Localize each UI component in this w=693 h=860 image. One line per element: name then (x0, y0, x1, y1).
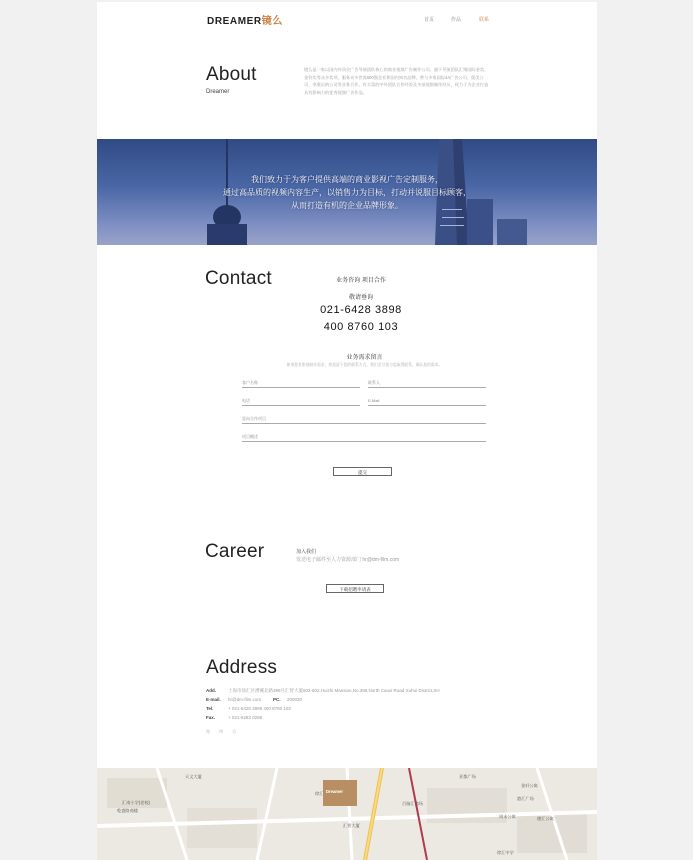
map-label: 徐汇中学 (497, 850, 514, 855)
map-label: 金轩公寓 (521, 783, 538, 788)
share-icon[interactable]: 信 (232, 729, 237, 734)
tel-row (206, 706, 291, 711)
phone-input[interactable]: 电话 (242, 397, 360, 406)
map-label: 周末公寓 (499, 814, 516, 819)
project-input[interactable]: 意向合作项目 (242, 415, 486, 424)
map-label: 亚都广场 (459, 774, 476, 779)
logo-cn: 镜么 (261, 16, 283, 27)
postcode-value: 200030 (287, 697, 303, 702)
banner-line: 通过高品质的视频内容生产，以销售力为目标，打动并说服目标顾客， (223, 188, 471, 197)
map-label: 徐汇 (315, 791, 324, 796)
hr-email-line[interactable]: 发送电子邮件至人力资源部门 hr@dm-film.com (296, 557, 400, 563)
map-pin-label[interactable]: Dreamer (326, 789, 343, 794)
form-title: 业务需求留言 (346, 355, 383, 361)
join-us-label: 加入我们 (296, 549, 317, 555)
postcode-label: PC. (273, 697, 281, 702)
phone-number-2[interactable]: 400 8760 103 (323, 321, 399, 333)
nav-contact[interactable]: 联系 (479, 17, 490, 23)
career-title: Career (205, 541, 265, 562)
email-value[interactable]: hr@dm-film.com (228, 697, 262, 702)
address-label: Add. (206, 688, 216, 693)
contact-person-input[interactable]: 联系人 (368, 379, 486, 388)
email-input[interactable]: E-Mail (368, 397, 486, 406)
social-links (206, 729, 236, 735)
submit-button[interactable]: 提交 (333, 467, 392, 476)
company-input[interactable]: 客户名称 (242, 379, 360, 388)
banner-image (97, 139, 597, 245)
map-roads (97, 768, 597, 860)
about-paragraph: 镜么是一家以国内外顶尖广告导演团队核心的商业视频广告制作公司。旗下导演团队汇聚国际金奖、金铃奖等众多奖项，服务众多世界500强企业和国内知名品牌，曾与多家国际4A广告公司、奥美公司、李奥贝纳公司等业务合作，有丰富的中外团队合作经验及多部视频制作经历，致力于为企业打造具有影响力的优秀视频广告作品。 (304, 67, 489, 95)
map-label: 汇智大厦 (343, 823, 360, 828)
page (97, 2, 597, 860)
fax-row (206, 715, 262, 720)
fax-label: Fax. (206, 715, 216, 720)
fax-value: + 021-6283 0288 (228, 715, 263, 720)
address-title: Address (206, 657, 278, 678)
contact-title: Contact (205, 268, 272, 289)
email-label: E-mail. (206, 697, 221, 702)
weibo-icon[interactable]: 博 (219, 729, 224, 734)
wechat-icon[interactable]: 微 (206, 729, 210, 734)
map-label: 天文大厦 (185, 774, 202, 779)
location-map[interactable] (97, 768, 597, 860)
address-row (206, 688, 440, 694)
banner-caption (97, 173, 597, 212)
tel-label: Tel. (206, 706, 214, 711)
map-label: 德汇公寓 (537, 816, 554, 821)
nav-home[interactable]: 首页 (424, 17, 435, 23)
tel-value: + 021-6428 3898 400 8760 103 (228, 706, 291, 711)
banner-line: 从而打造有机的企业品牌形象。 (291, 201, 403, 210)
address-value: 上海市徐汇区漕溪北路398号汇智大厦602-602,Huizhi Mansion,No.398,North Caoxi Road,Xuhui District,SH (228, 688, 440, 693)
about-subtitle: Dreamer (206, 89, 230, 95)
download-application-button[interactable]: 下载招聘申请表 (326, 584, 384, 593)
logo[interactable] (207, 12, 283, 27)
nav-works[interactable]: 作品 (451, 17, 462, 23)
brief-input[interactable]: 项目概述 (242, 433, 486, 442)
form-description: 如果您有影视制作需求，欢迎留下您的联系方式，我们会尽快与您取得联系，确认您的需求。 (286, 363, 443, 367)
map-label: 百脑汇商场 (402, 801, 423, 806)
email-row (206, 697, 302, 702)
logo-en: DREAMER (207, 16, 262, 27)
map-label: 乾盛路商楼 (117, 808, 138, 813)
call-label: 敬请垂询 (348, 295, 373, 301)
banner-line: 我们致力于为客户提供高端的商业影视广告定制服务， (251, 175, 443, 184)
phone-number-1[interactable]: 021-6428 3898 (320, 304, 402, 316)
map-label: 汇南小学(老校) (122, 800, 150, 805)
about-title: About (206, 64, 257, 85)
map-label: 港汇广场 (517, 796, 534, 801)
cooperation-label: 业务咨询 项目合作 (336, 278, 386, 284)
